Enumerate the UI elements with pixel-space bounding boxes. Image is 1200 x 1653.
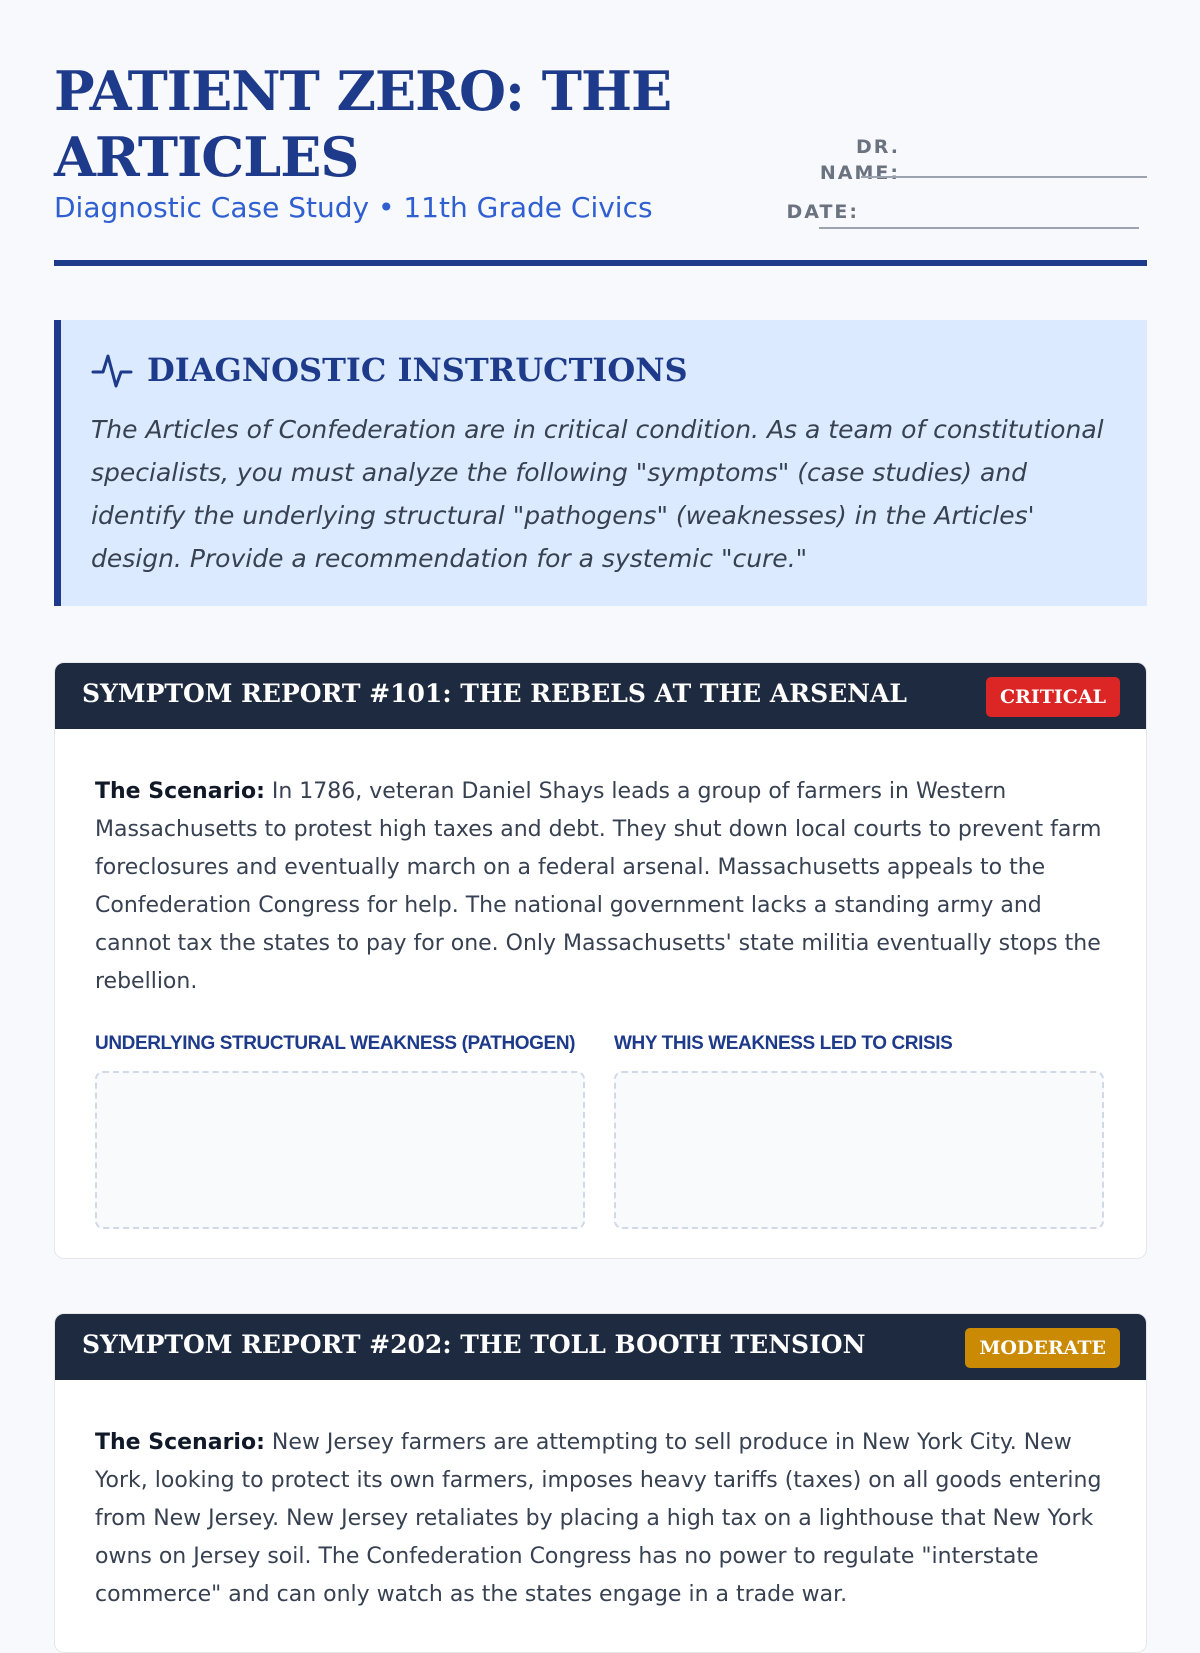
report-title: SYMPTOM REPORT #202: THE TOLL BOOTH TENSION (82, 1330, 866, 1359)
severity-badge: MODERATE (965, 1328, 1120, 1368)
date-field[interactable] (819, 227, 1139, 229)
crisis-answer-box[interactable] (614, 1071, 1104, 1229)
document-header (54, 58, 1147, 268)
name-label: DR. NAME: (819, 136, 900, 184)
page-title: PATIENT ZERO: THE ARTICLES (54, 59, 672, 189)
report-header (55, 1314, 1146, 1380)
report-scenario: The Scenario: In 1786, veteran Daniel Shays leads a group of farmers in Western Massachusetts to protest high taxes and debt. They shut down local courts to prevent farm foreclosures and eventually march on a federal arsenal. Massachusetts appeals to the Confederation Congress for help. The national government lacks a standing army and cannot tax the states to pay for one. Only Massachusetts' state militia eventually stops the rebellion. (95, 779, 1102, 994)
header-divider (54, 260, 1147, 266)
page-subtitle: Diagnostic Case Study • 11th Grade Civics (54, 191, 653, 224)
date-label: DATE: (786, 201, 859, 223)
pulse-icon (91, 350, 133, 390)
symptom-report-202 (54, 1313, 1147, 1653)
instructions-title: DIAGNOSTIC INSTRUCTIONS (147, 351, 688, 389)
name-field[interactable] (861, 176, 1147, 178)
pathogen-answer-box[interactable] (95, 1071, 585, 1229)
report-title: SYMPTOM REPORT #101: THE REBELS AT THE ARSENAL (82, 679, 908, 708)
report-scenario: The Scenario: New Jersey farmers are attempting to sell produce in New York City. New York, looking to protect its own farmers, imposes heavy tariffs (taxes) on all goods entering from New Jersey. New Jersey retaliates by placing a high tax on a lighthouse that New York owns on Jersey soil. The Confederation Congress has no power to regulate "interstate commerce" and can only watch as the states engage in a trade war. (95, 1430, 1102, 1607)
severity-badge: CRITICAL (986, 677, 1120, 717)
instructions-body: The Articles of Confederation are in critical condition. As a team of constitutional specialists, you must analyze the following "symptoms" (case studies) and identify the underlying structural "pathogens" (weaknesses) in the Articles' design. Provide a recommendation for a systemic "cure." (91, 415, 1104, 573)
pathogen-label: UNDERLYING STRUCTURAL WEAKNESS (PATHOGEN) (95, 1033, 576, 1054)
report-header (55, 663, 1146, 729)
symptom-report-101 (54, 662, 1147, 1259)
crisis-label: WHY THIS WEAKNESS LED TO CRISIS (614, 1033, 953, 1054)
instructions-panel (54, 320, 1147, 606)
